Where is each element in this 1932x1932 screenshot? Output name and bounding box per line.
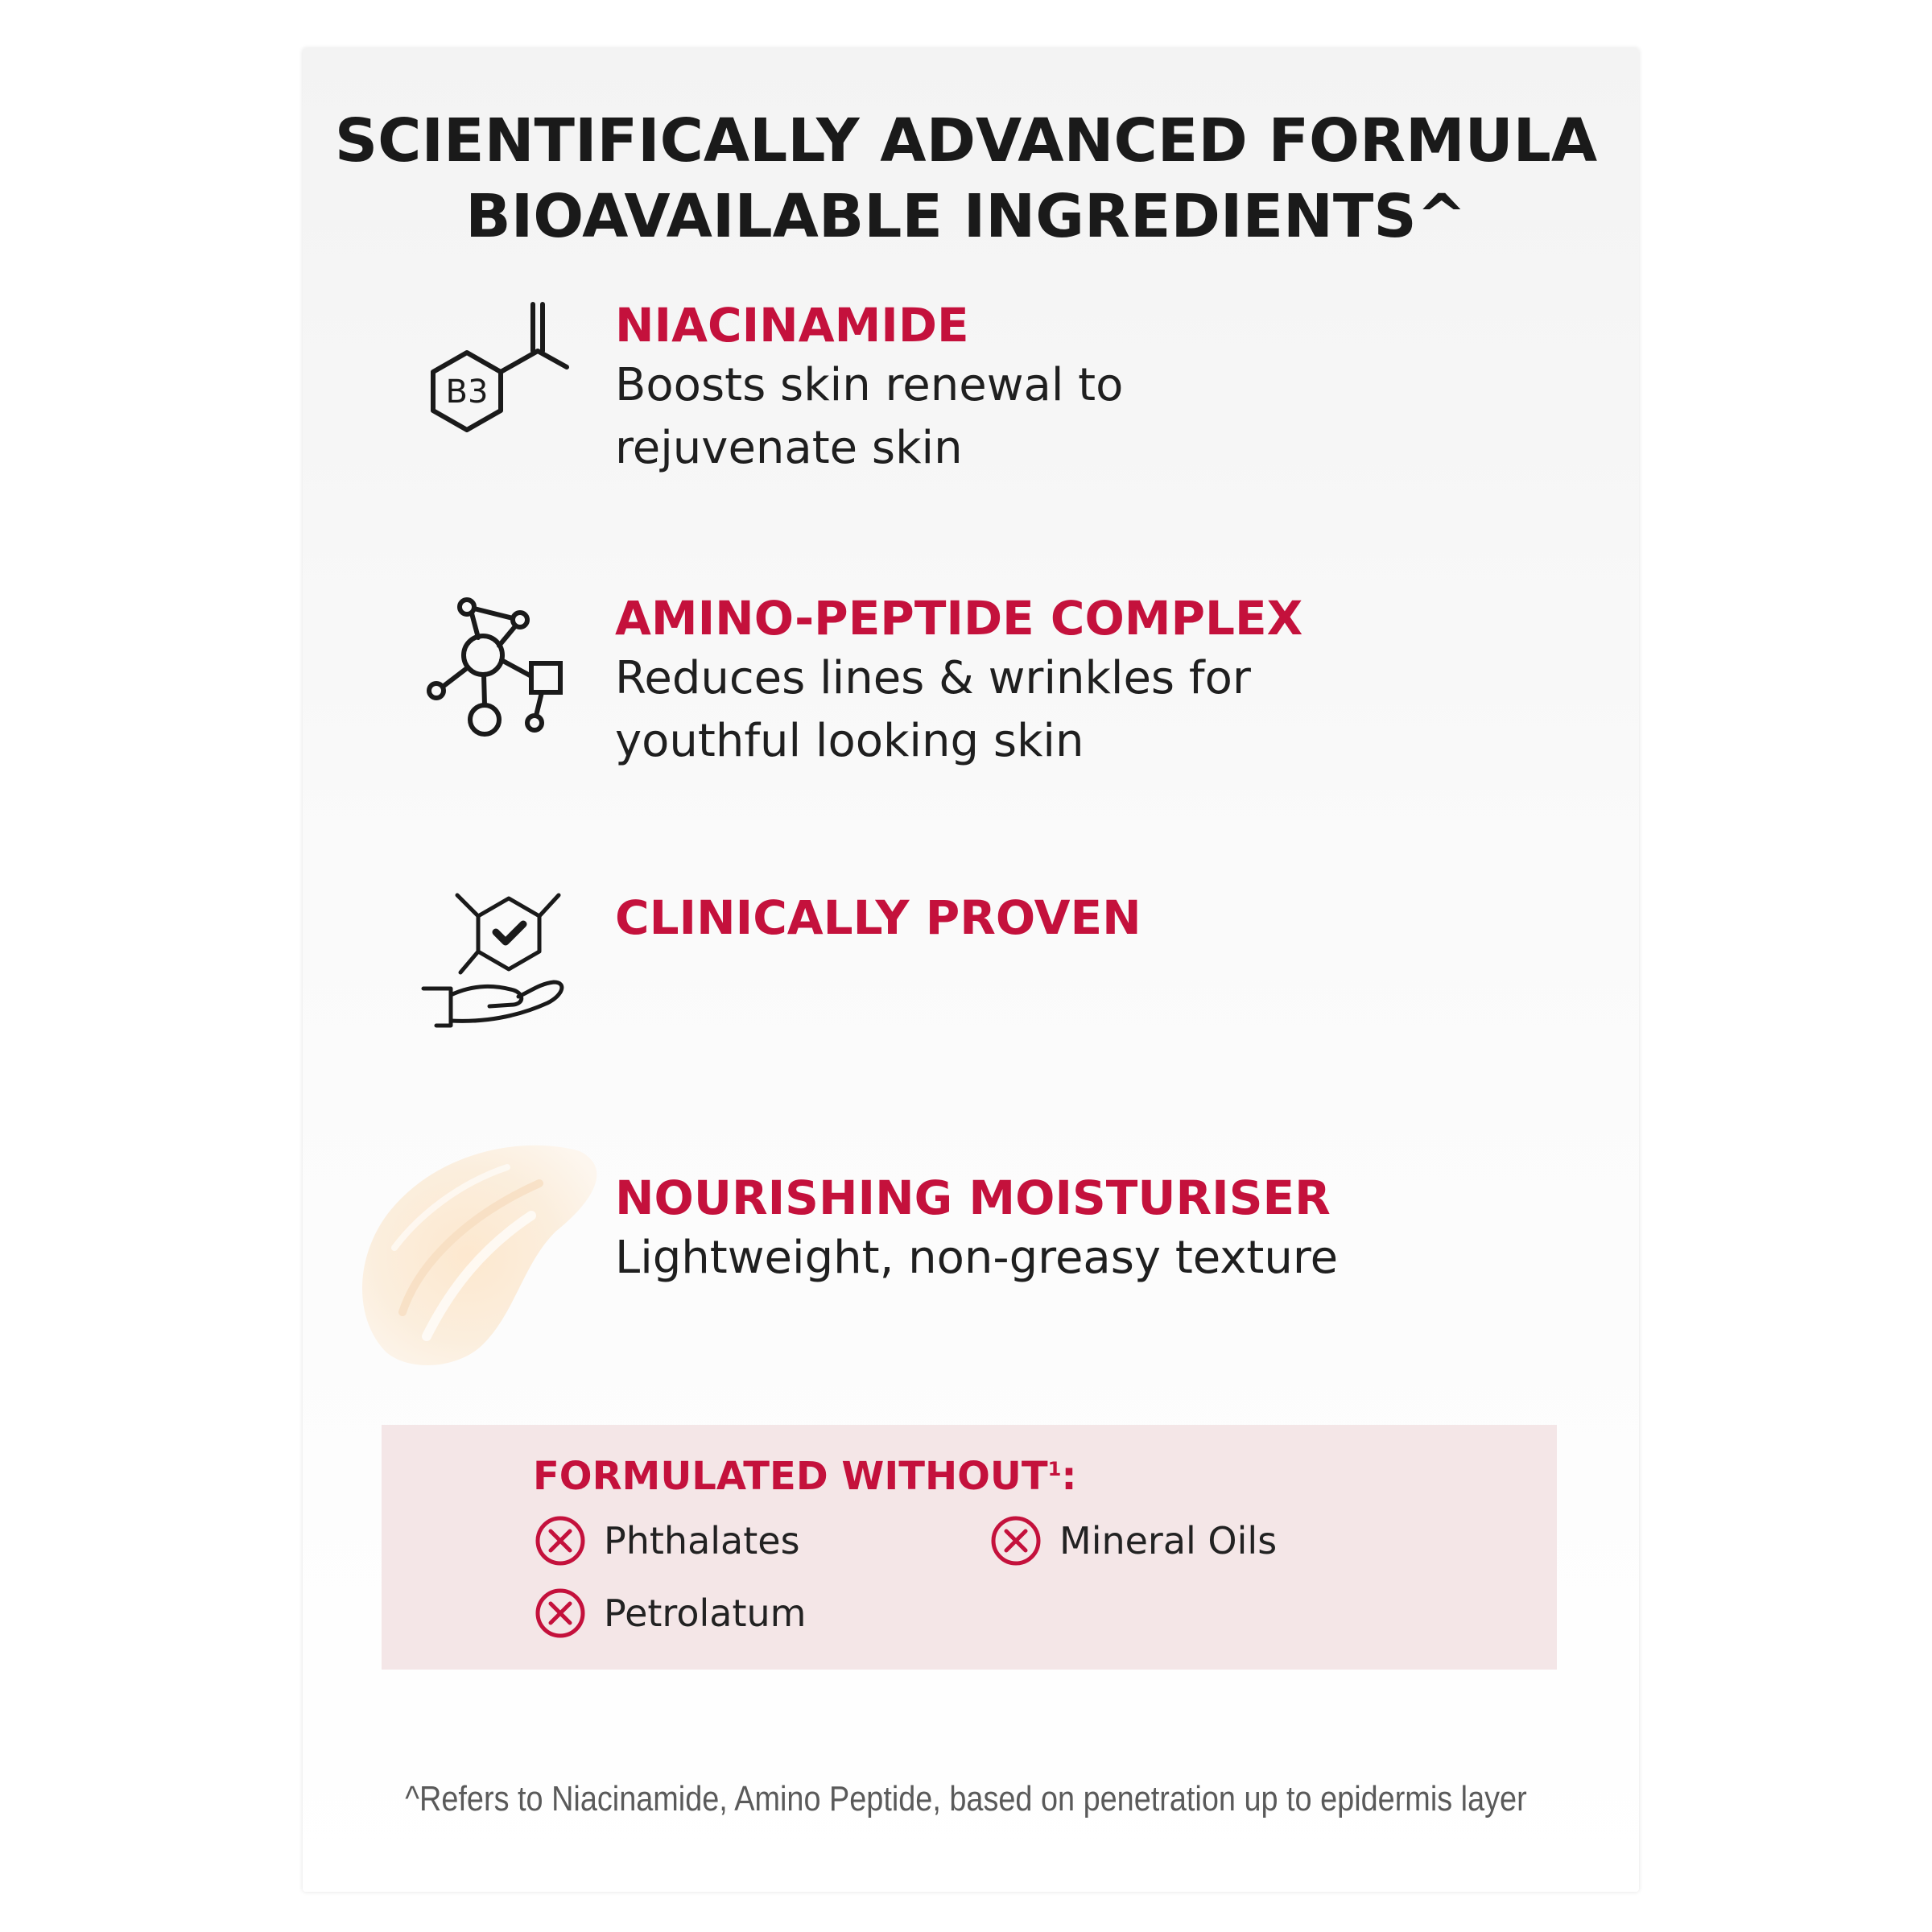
excluded-item-label: Phthalates — [604, 1519, 800, 1563]
cream-swatch-image — [338, 1127, 612, 1381]
excluded-item-mineral-oils — [990, 1515, 1277, 1567]
circle-x-icon — [535, 1587, 586, 1639]
feature-desc-line-1: Reduces lines & wrinkles for — [615, 652, 1251, 704]
excluded-item-phthalates — [535, 1515, 800, 1567]
excluded-item-label: Mineral Oils — [1059, 1519, 1278, 1563]
feature-desc-line-2: rejuvenate skin — [615, 422, 963, 474]
circle-x-icon — [535, 1515, 586, 1567]
excluded-item-petrolatum — [535, 1587, 806, 1639]
hand-check-hexagon-icon — [419, 889, 580, 1038]
formulated-without-title: FORMULATED WITHOUT$^1$: — [533, 1454, 1077, 1499]
feature-desc-line-1: Boosts skin renewal to — [615, 359, 1124, 411]
headline-line-1: SCIENTIFICALLY ADVANCED FORMULA — [334, 106, 1598, 175]
feature-title: NOURISHING MOISTURISER — [615, 1170, 1331, 1225]
circle-x-icon — [990, 1515, 1042, 1567]
b3-molecule-icon — [419, 298, 580, 439]
excluded-item-label: Petrolatum — [604, 1591, 807, 1635]
formulated-without-panel — [382, 1425, 1557, 1670]
headline — [0, 103, 1932, 254]
feature-title: CLINICALLY PROVEN — [615, 890, 1141, 945]
peptide-network-icon — [425, 596, 570, 745]
feature-desc-line-1: Lightweight, non-greasy texture — [615, 1232, 1339, 1284]
feature-title: AMINO-PEPTIDE COMPLEX — [615, 591, 1303, 646]
feature-title: NIACINAMIDE — [615, 298, 969, 353]
feature-niacinamide — [615, 296, 1123, 480]
feature-nourishing-moisturiser — [615, 1169, 1338, 1290]
feature-desc-line-2: youthful looking skin — [615, 715, 1084, 767]
footnote: ^Refers to Niacinamide, Amino Peptide, based on penetration up to epidermis layer — [405, 1779, 1527, 1818]
headline-line-2: BIOAVAILABLE INGREDIENTS^ — [465, 182, 1467, 251]
feature-clinically-proven — [615, 889, 1141, 947]
feature-amino-peptide — [615, 589, 1302, 773]
svg-text:B3: B3 — [445, 374, 489, 411]
